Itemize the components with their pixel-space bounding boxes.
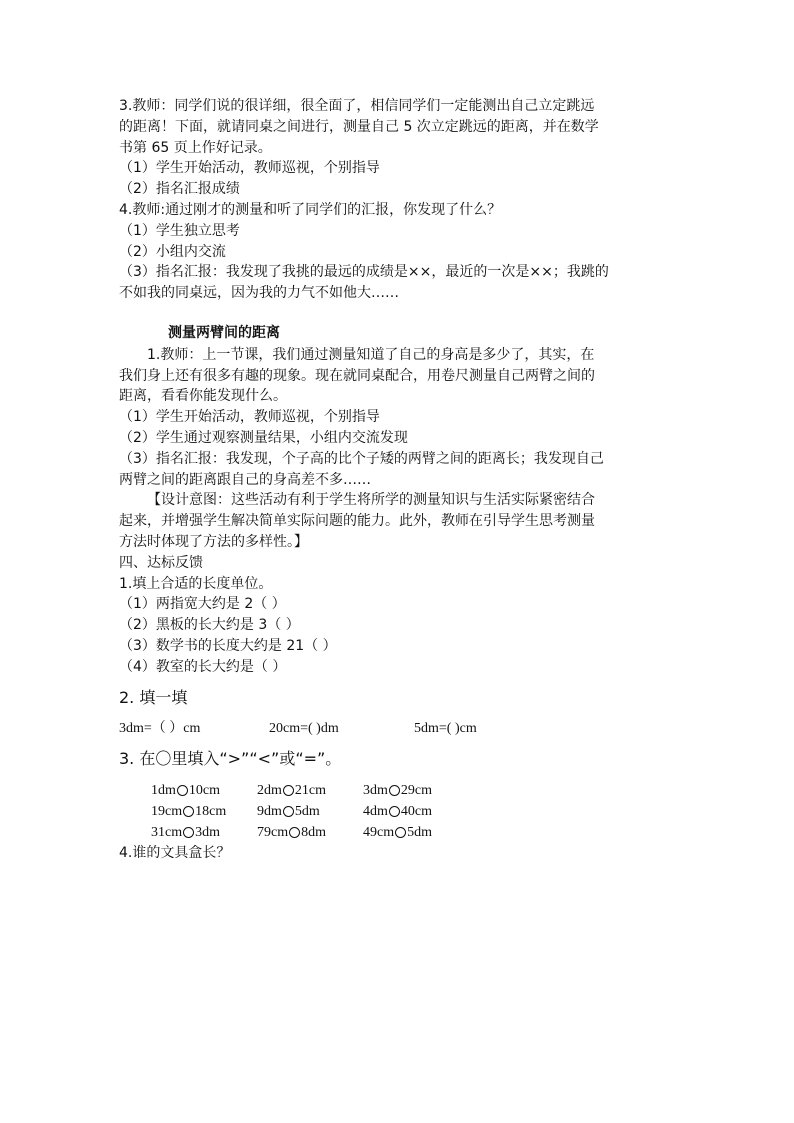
circle-blank-icon[interactable] <box>389 785 400 796</box>
question2: 2. 填一填 <box>119 687 188 707</box>
document-page <box>119 96 679 864</box>
cmp-item: 9dm 5dm <box>257 804 320 820</box>
cmp-item: 2dm 21cm <box>257 783 326 799</box>
question3: 3. 在〇里填入“>”“<”或“=”。 <box>119 749 342 769</box>
arms-step3a: （3）指名汇报：我发现，个子高的比个子矮的两臂之间的距离长；我发现自己 <box>119 450 604 467</box>
q2-item-b: 20cm=( )dm <box>269 721 339 737</box>
circle-blank-icon[interactable] <box>283 785 294 796</box>
question4: 4.谁的文具盒长？ <box>119 845 231 862</box>
question1-a: （1）两指宽大约是 2（ ） <box>119 596 286 613</box>
cmp-item: 79cm 8dm <box>257 825 326 841</box>
section3-line1: 3.教师：同学们说的很详细，很全面了，相信同学们一定能测出自己立定跳远 <box>119 98 595 114</box>
section3-line2: 的距离！下面，就请同桌之间进行，测量自己 5 次立定跳远的距离，并在数学 <box>119 118 599 135</box>
design-note-line3: 方法时体现了方法的多样性。】 <box>119 533 308 550</box>
comparison-row <box>151 801 679 822</box>
question1-b: （2）黑板的长大约是 3（ ） <box>119 617 300 634</box>
section3-line3: 书第 65 页上作好记录。 <box>119 139 272 156</box>
section4-step3b: 不如我的同桌远，因为我的力气不如他大…… <box>119 285 399 302</box>
design-note-line1: 【设计意图：这些活动有利于学生将所学的测量知识与生活实际紧密结合 <box>147 492 595 509</box>
arms-line1: 1.教师：上一节课，我们通过测量知道了自己的身高是多少了，其实，在 <box>147 346 595 363</box>
feedback-heading: 四、达标反馈 <box>119 554 203 571</box>
circle-blank-icon[interactable] <box>177 785 188 796</box>
design-note-line2: 起来，并增强学生解决简单实际问题的能力。此外，教师在引导学生思考测量 <box>119 513 595 530</box>
question1-d: （4）教室的长大约是（ ） <box>119 658 287 675</box>
cmp-item: 3dm 29cm <box>363 783 432 799</box>
section3-step2: （2）指名汇报成绩 <box>119 181 240 198</box>
arms-line2: 我们身上还有很多有趣的现象。现在就同桌配合，用卷尺测量自己两臂之间的 <box>119 367 595 384</box>
circle-blank-icon[interactable] <box>183 806 194 817</box>
question1: 1.填上合适的长度单位。 <box>119 575 273 592</box>
arms-title: 测量两臂间的距离 <box>168 324 280 341</box>
circle-blank-icon[interactable] <box>289 827 300 838</box>
section4-step1: （1）学生独立思考 <box>119 222 240 239</box>
comparison-grid <box>119 780 679 843</box>
circle-blank-icon[interactable] <box>389 806 400 817</box>
comparison-row <box>151 780 679 801</box>
section4-step2: （2）小组内交流 <box>119 243 226 260</box>
comparison-row <box>151 822 679 843</box>
arms-line3: 距离，看看你能发现什么。 <box>119 388 287 405</box>
q2-item-a: 3dm=（ ）cm <box>119 721 201 737</box>
arms-step3b: 两臂之间的距离跟自己的身高差不多…… <box>119 471 371 488</box>
section3-step1: （1）学生开始活动，教师巡视，个别指导 <box>119 160 380 177</box>
cmp-item: 4dm 40cm <box>363 804 432 820</box>
q2-item-c: 5dm=( )cm <box>414 721 477 737</box>
cmp-item: 31cm 3dm <box>151 825 220 841</box>
cmp-item: 1dm 10cm <box>151 783 220 799</box>
cmp-item: 19cm 18cm <box>151 804 227 820</box>
arms-step2: （2）学生通过观察测量结果，小组内交流发现 <box>119 429 408 446</box>
circle-blank-icon[interactable] <box>283 806 294 817</box>
section4-line1: 4.教师:通过刚才的测量和听了同学们的汇报，你发现了什么？ <box>119 201 502 218</box>
circle-blank-icon[interactable] <box>183 827 194 838</box>
circle-blank-icon[interactable] <box>395 827 406 838</box>
cmp-item: 49cm 5dm <box>363 825 432 841</box>
question2-row <box>119 718 679 739</box>
question1-c: （3）数学书的长度大约是 21（ ） <box>119 637 337 654</box>
section4-step3a: （3）指名汇报：我发现了我挑的最远的成绩是××，最近的一次是××；我跳的 <box>119 264 609 281</box>
arms-step1: （1）学生开始活动，教师巡视，个别指导 <box>119 409 380 426</box>
